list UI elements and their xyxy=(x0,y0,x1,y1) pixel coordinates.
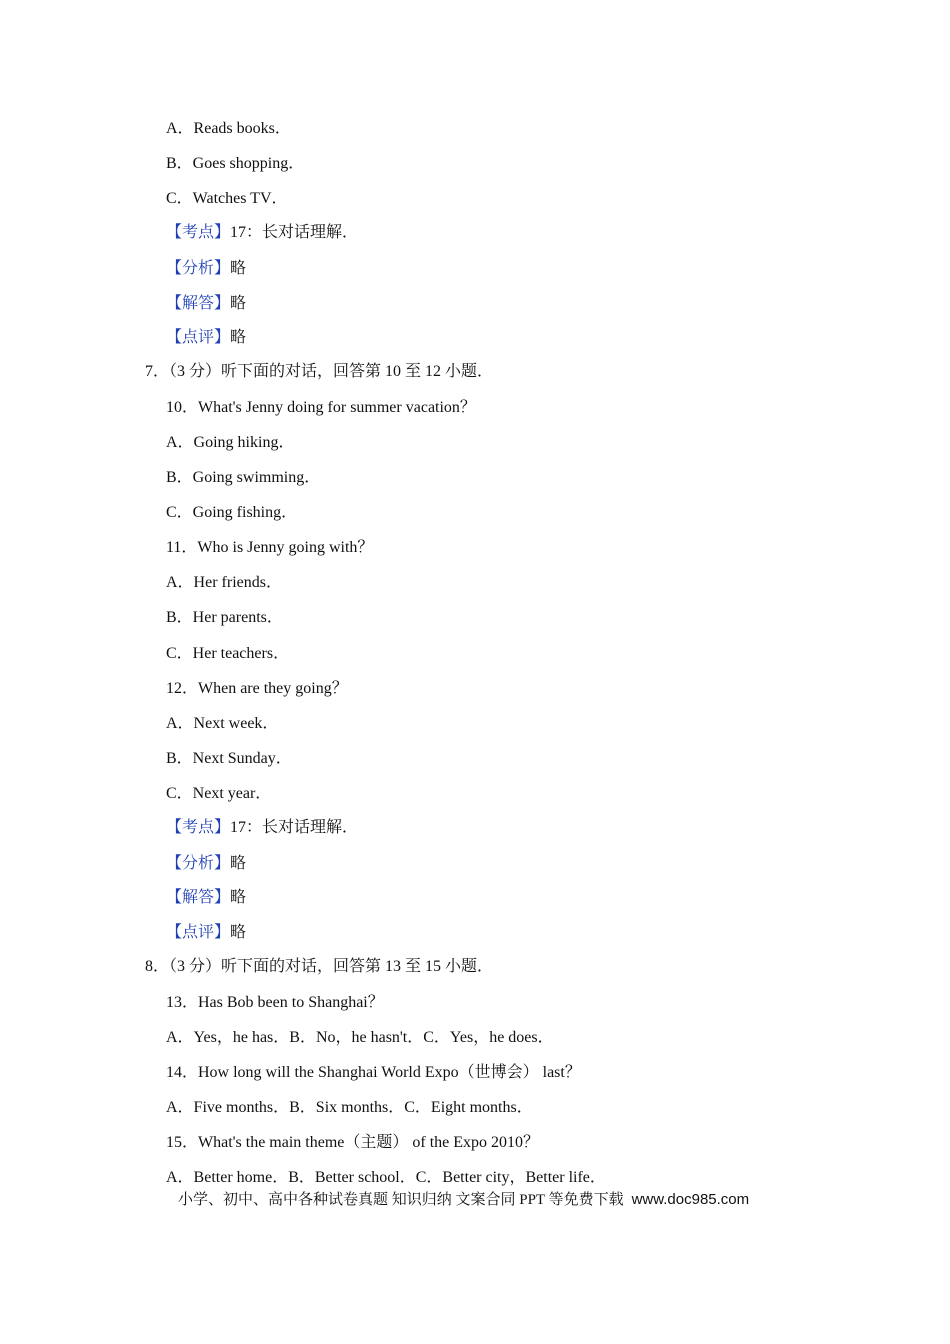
jieda-line xyxy=(166,888,246,908)
footer-text: 小学、初中、高中各种试卷真题 知识归纳 文案合同 PPT 等免费下载 xyxy=(178,1192,624,1208)
question-14: 14．How long will the Shanghai World Expo（世博会） last？ xyxy=(166,1064,581,1081)
fenxi-text: 略 xyxy=(230,260,247,277)
dianping-line xyxy=(166,328,246,348)
fenxi-line xyxy=(166,854,246,874)
q13-options: A．Yes，he has．B．No，he hasn't．C．Yes，he does． xyxy=(166,1029,554,1046)
option-a: A．Reads books． xyxy=(166,120,291,137)
q12-option-b: B．Next Sunday． xyxy=(166,750,292,767)
jieda-line xyxy=(166,294,246,314)
kaodian-tag: 【考点】 xyxy=(166,224,231,241)
question-8-header: 8．（3 分）听下面的对话，回答第 13 至 15 小题． xyxy=(145,958,494,975)
jieda-text: 略 xyxy=(230,889,247,906)
q11-option-b: B．Her parents． xyxy=(166,609,283,626)
question-7-header: 7．（3 分）听下面的对话，回答第 10 至 12 小题． xyxy=(145,363,494,380)
fenxi-text: 略 xyxy=(230,855,247,872)
page-footer xyxy=(178,1190,749,1210)
fenxi-tag: 【分析】 xyxy=(166,855,231,872)
question-13: 13．Has Bob been to Shanghai？ xyxy=(166,994,384,1011)
dianping-line xyxy=(166,923,246,943)
question-15: 15．What's the main theme（主题） of the Expo 2010？ xyxy=(166,1134,540,1151)
q10-option-c: C．Going fishing． xyxy=(166,504,298,521)
question-10: 10．What's Jenny doing for summer vacation？ xyxy=(166,399,476,416)
q12-option-c: C．Next year． xyxy=(166,785,272,802)
kaodian-line xyxy=(166,818,358,838)
q14-options: A．Five months．B．Six months．C．Eight months． xyxy=(166,1099,533,1116)
question-12: 12．When are they going？ xyxy=(166,680,348,697)
fenxi-line xyxy=(166,259,246,279)
jieda-text: 略 xyxy=(230,295,247,312)
q11-option-a: A．Her friends． xyxy=(166,574,282,591)
jieda-tag: 【解答】 xyxy=(166,889,231,906)
dianping-text: 略 xyxy=(230,329,247,346)
footer-url[interactable]: www.doc985.com xyxy=(631,1191,750,1208)
q10-option-b: B．Going swimming． xyxy=(166,469,321,486)
kaodian-text: 17：长对话理解． xyxy=(230,819,359,836)
dianping-text: 略 xyxy=(230,924,247,941)
q15-options: A．Better home．B．Better school．C．Better city，Better life． xyxy=(166,1169,606,1186)
kaodian-text: 17：长对话理解． xyxy=(230,224,359,241)
jieda-tag: 【解答】 xyxy=(166,295,231,312)
option-c: C．Watches TV． xyxy=(166,190,288,207)
kaodian-line xyxy=(166,223,358,243)
q10-option-a: A．Going hiking． xyxy=(166,434,295,451)
dianping-tag: 【点评】 xyxy=(166,924,231,941)
dianping-tag: 【点评】 xyxy=(166,329,231,346)
q11-option-c: C．Her teachers． xyxy=(166,645,290,662)
question-11: 11．Who is Jenny going with？ xyxy=(166,539,374,556)
option-b: B．Goes shopping． xyxy=(166,155,305,172)
kaodian-tag: 【考点】 xyxy=(166,819,231,836)
fenxi-tag: 【分析】 xyxy=(166,260,231,277)
q12-option-a: A．Next week． xyxy=(166,715,279,732)
